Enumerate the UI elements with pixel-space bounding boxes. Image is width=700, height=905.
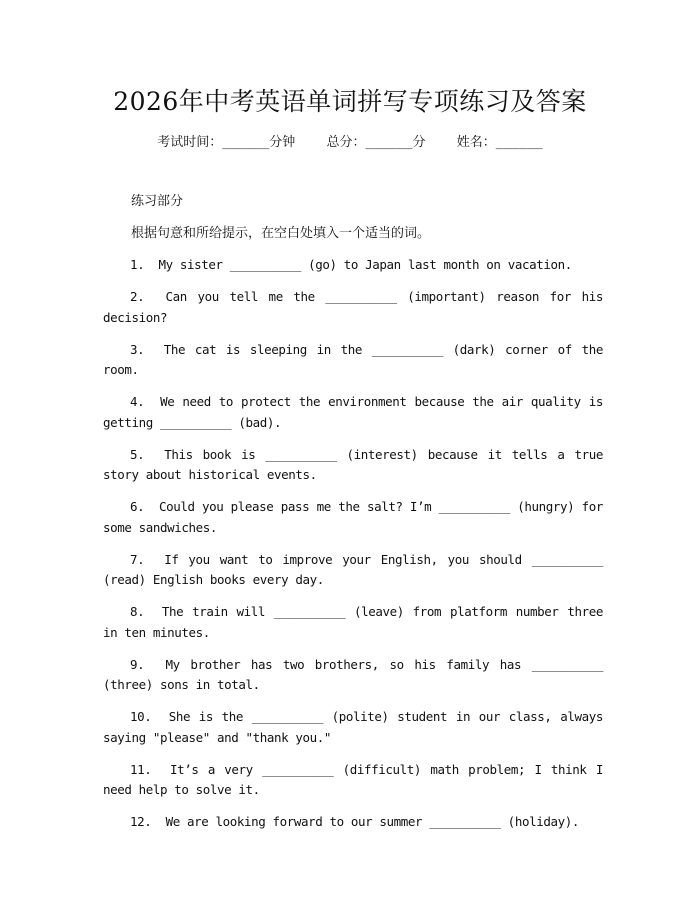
question-number: 2. [130, 289, 145, 304]
question-text: My sister __________ (go) to Japan last month on vacation. [158, 257, 572, 272]
question-item [103, 550, 603, 591]
section-heading: 练习部分 [131, 194, 184, 209]
question-number: 6. [130, 499, 145, 514]
question-item [103, 602, 603, 643]
question-text: Could you please pass me the salt? I’m __________ (hungry) for some sandwiches. [103, 499, 603, 535]
document-title: 2026年中考英语单词拼写专项练习及答案 [113, 87, 587, 116]
question-item [103, 812, 603, 833]
question-text: We need to protect the environment because the air quality is getting __________ (bad). [103, 394, 603, 430]
question-number: 7. [130, 551, 145, 567]
question-number: 10. [130, 709, 152, 724]
question-item [103, 760, 603, 801]
question-number: 12. [130, 814, 152, 829]
question-item [103, 655, 603, 696]
question-text: We are looking forward to our summer __________ (holiday). [165, 814, 579, 829]
question-text: If you want to improve your English, you should __________ (read) English books every day. [103, 551, 603, 587]
question-text: The train will __________ (leave) from platform number three in ten minutes. [103, 604, 603, 640]
question-number: 3. [130, 341, 145, 357]
question-text: She is the __________ (polite) student in our class, always saying "please" and "thank you." [103, 709, 603, 745]
question-list [103, 255, 603, 844]
question-item [103, 497, 603, 538]
instruction-text: 根据句意和所给提示，在空白处填入一个适当的词。 [131, 226, 431, 241]
question-number: 11. [130, 761, 152, 777]
question-text: My brother has two brothers, so his family has __________ (three) sons in total. [103, 656, 603, 692]
question-number: 9. [130, 656, 145, 672]
question-number: 8. [130, 604, 145, 619]
exam-info-line: 考试时间：______分钟 总分：______分 姓名：______ [157, 135, 543, 150]
question-text: This book is __________ (interest) because it tells a true story about historical events. [103, 446, 603, 482]
question-item [103, 707, 603, 748]
question-item [103, 287, 603, 328]
question-number: 5. [130, 446, 145, 462]
question-text: It’s a very __________ (difficult) math problem; I think I need help to solve it. [103, 761, 603, 797]
question-item [103, 340, 603, 381]
question-item [103, 392, 603, 433]
question-number: 1. [130, 257, 145, 272]
question-item [103, 445, 603, 486]
question-number: 4. [130, 394, 145, 409]
question-text: The cat is sleeping in the __________ (dark) corner of the room. [103, 341, 603, 377]
question-text: Can you tell me the __________ (important) reason for his decision? [103, 289, 603, 325]
question-item [103, 255, 603, 276]
